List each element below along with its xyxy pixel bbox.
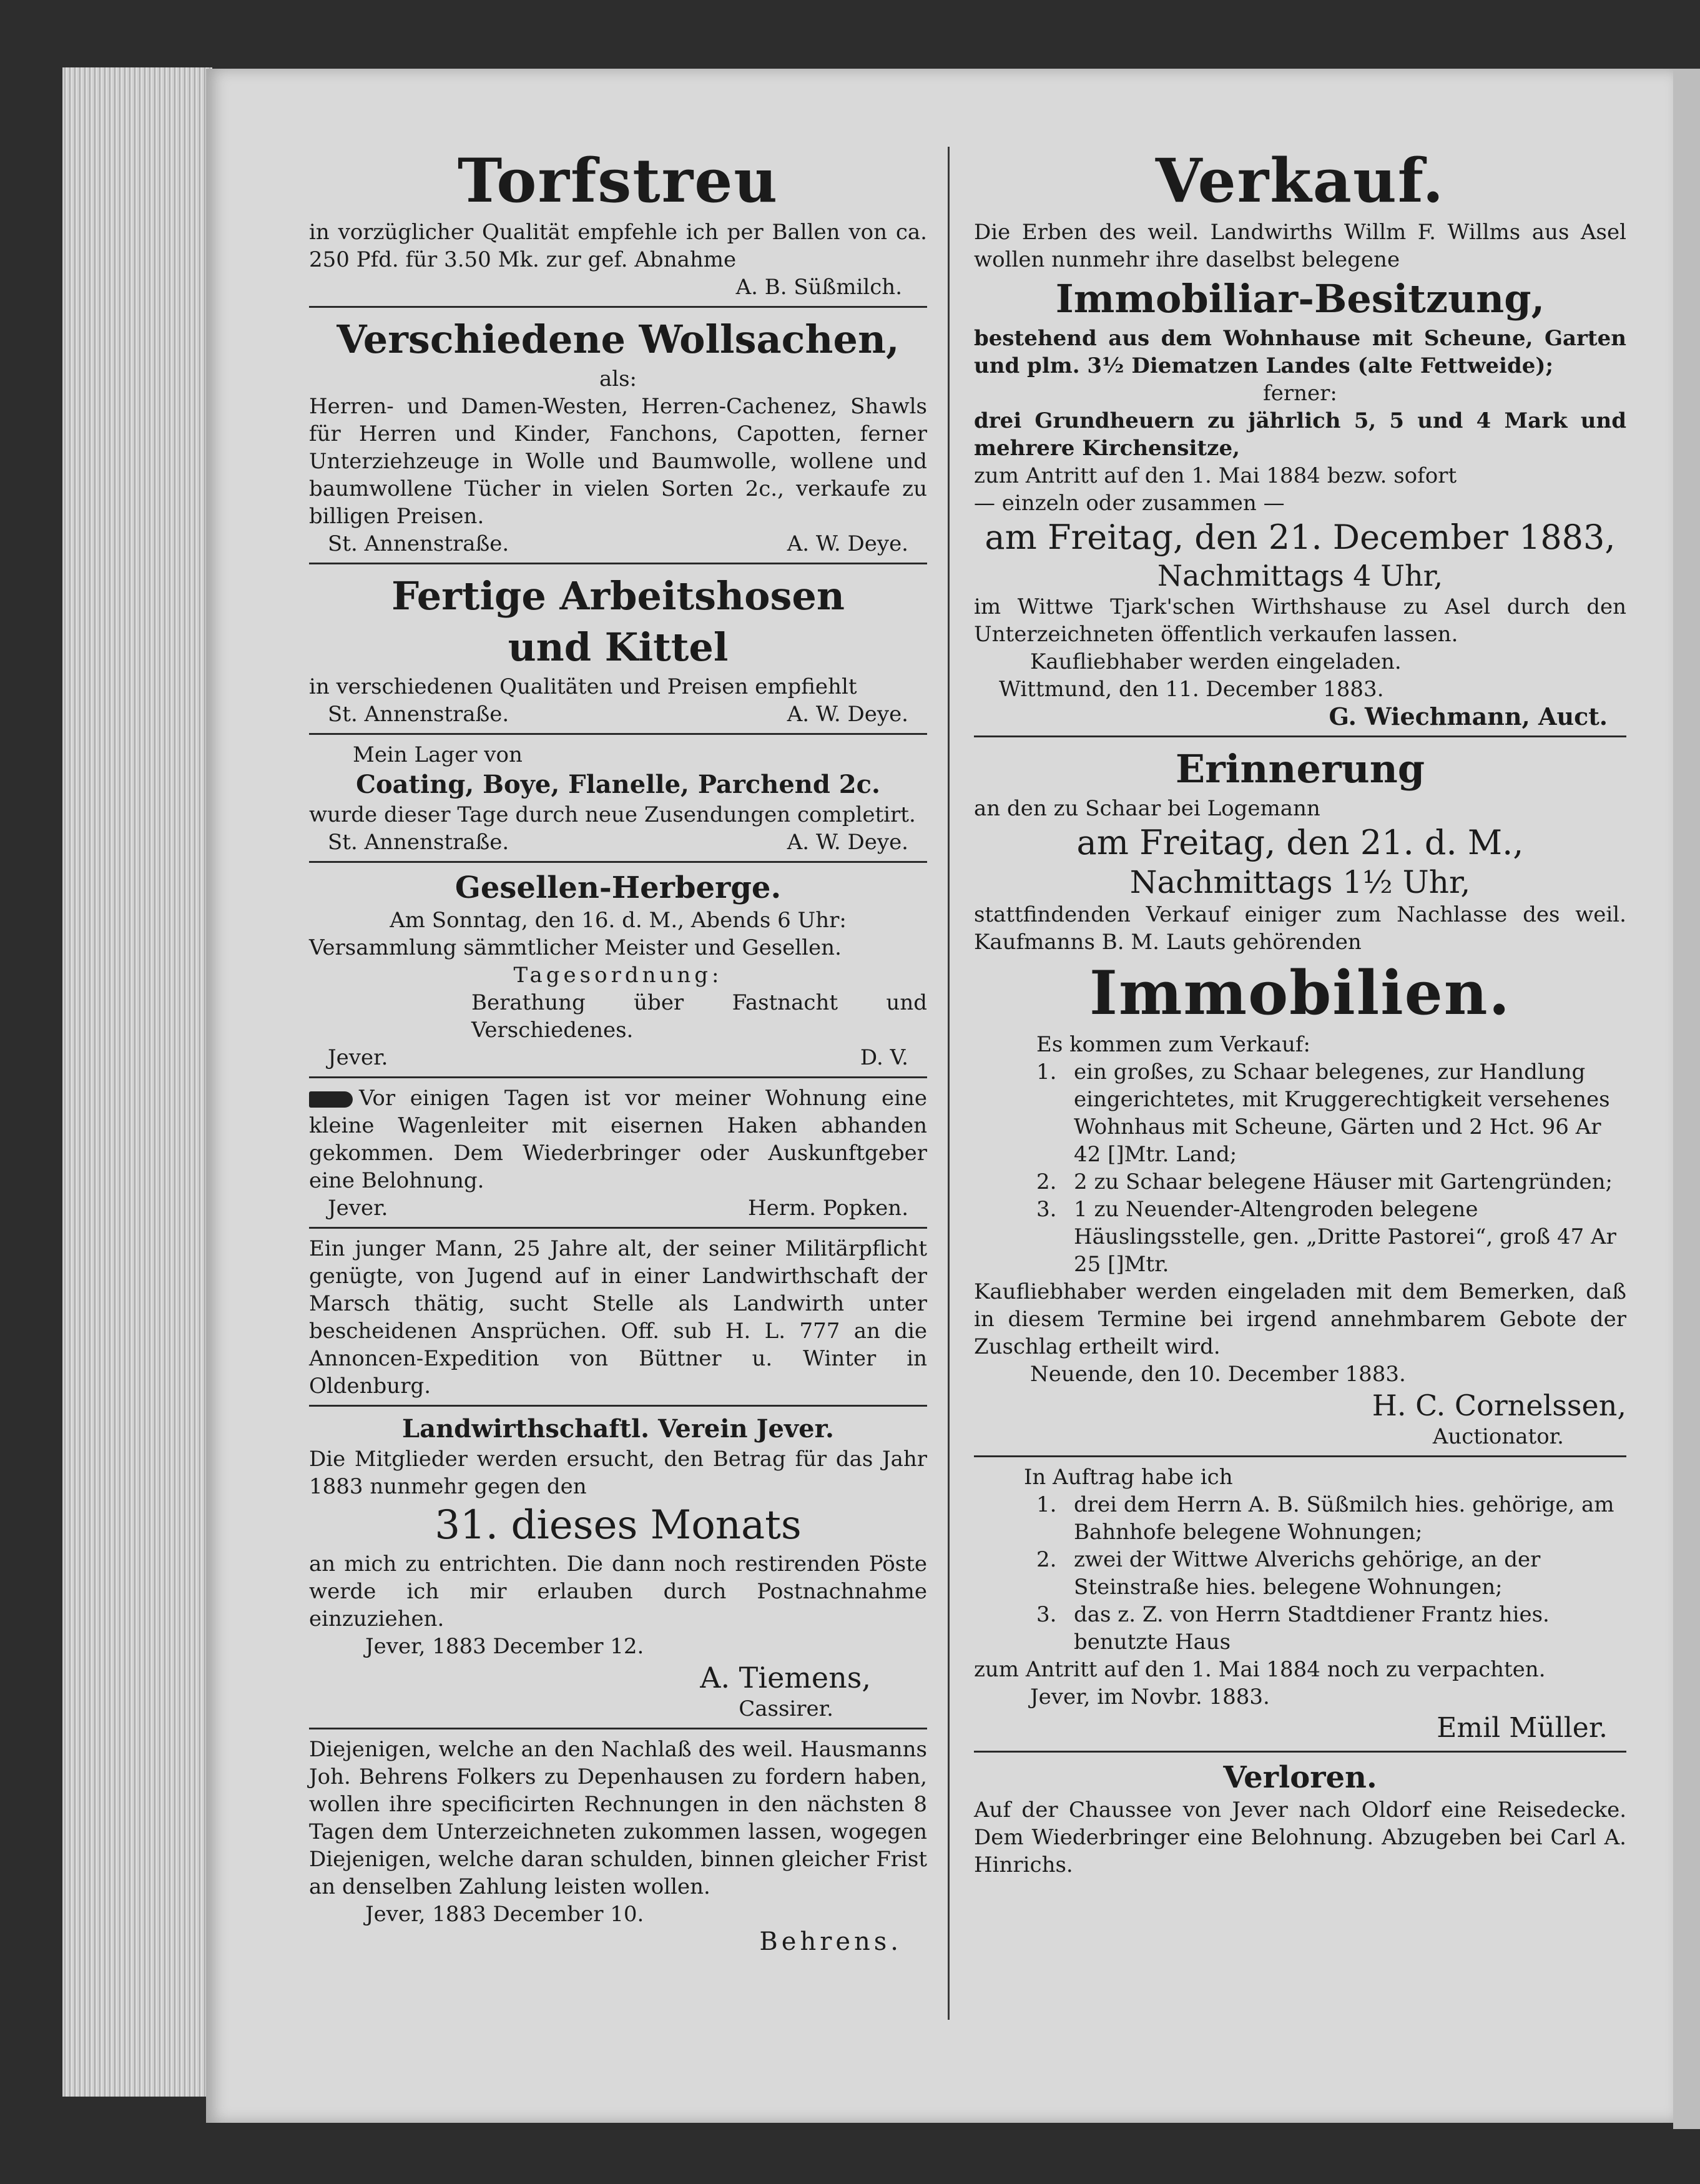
- list-number: 2.: [1036, 1169, 1057, 1194]
- ad-title: Landwirthschaftl. Verein Jever.: [402, 1414, 834, 1444]
- ad-agenda-label: Tagesordnung:: [513, 963, 723, 988]
- ad-body: Diejenigen, welche an den Nachlaß des weil. Hausmanns Joh. Behrens Folkers zu Depenhausen zu fordern haben, wollen ihre specificirten Rechnungen in den nächsten 8 Tagen dem Unterzeichneten zukommen lassen, wogegen Diejenigen, welche daran schulden, binnen gleicher Frist an denselben Zahlung leisten wollen.: [309, 1737, 927, 1899]
- ad-date: Neuende, den 10. December 1883.: [1030, 1362, 1406, 1387]
- ad-body: in vorzüglicher Qualität empfehle ich per Ballen von ca. 250 Pfd. für 3.50 Mk. zur gef. Abnahme: [309, 220, 927, 272]
- list-number: 3.: [1036, 1602, 1057, 1627]
- ad-verloren: [974, 1759, 1626, 1879]
- ad-body: stattfindenden Verkauf einiger zum Nachlasse des weil. Kaufmanns B. M. Lauts gehörenden: [974, 902, 1626, 955]
- ad-role: Cassirer.: [739, 1696, 833, 1721]
- ad-torfstreu: [309, 144, 927, 301]
- list-item: [1036, 1491, 1626, 1546]
- ad-subtitle: als:: [599, 366, 637, 391]
- ad-date: Jever, 1883 December 12.: [365, 1634, 644, 1659]
- ad-title: Torfstreu: [457, 145, 779, 216]
- ad-highlight: Immobilien.: [1089, 958, 1511, 1028]
- ad-body: Herren- und Damen-Westen, Herren-Cachenez, Shawls für Herren und Kinder, Fanchons, Capotten, ferner Unterziehzeuge in Wolle und Baumwolle, wollene und baumwollene Tücher in vielen Sorten 2c., verkaufe zu billigen Preisen.: [309, 394, 927, 529]
- column-divider: [948, 147, 950, 2020]
- ad-body: In Auftrag habe ich: [1024, 1465, 1233, 1490]
- ad-body: — einzeln oder zusammen —: [974, 491, 1285, 516]
- ad-signature: [309, 829, 927, 856]
- ad-signature: [309, 1194, 927, 1222]
- ad-body: Mein Lager von: [353, 742, 523, 767]
- ad-signer: A. Tiemens,: [700, 1661, 871, 1695]
- ad-signer: Behrens.: [759, 1927, 902, 1956]
- ad-junger-mann: [309, 1235, 927, 1400]
- ad-date: Jever, im Novbr. 1883.: [1030, 1685, 1270, 1709]
- pointing-hand-icon: [309, 1091, 353, 1108]
- ad-body: zum Antritt auf den 1. Mai 1884 bezw. sofort: [974, 463, 1457, 488]
- ad-body: Kaufliebhaber werden eingeladen.: [1030, 649, 1402, 674]
- ad-role: Auctionator.: [1432, 1424, 1564, 1449]
- ad-place: Jever.: [328, 1196, 388, 1221]
- divider: [309, 1227, 927, 1229]
- left-column: [309, 144, 927, 1955]
- divider: [309, 1728, 927, 1729]
- ad-body: an mich zu entrichten. Die dann noch restirenden Pöste werde ich mir erlauben durch Postnachnahme einzuziehen.: [309, 1552, 927, 1631]
- ad-body: wurde dieser Tage durch neue Zusendungen completirt.: [309, 802, 916, 827]
- ad-title: Fertige Arbeitshosen: [391, 573, 845, 619]
- divider: [309, 1405, 927, 1407]
- divider: [309, 861, 927, 863]
- divider: [974, 1751, 1626, 1753]
- ad-body: bestehend aus dem Wohnhause mit Scheune, Garten und plm. 3½ Diematzen Landes (alte Fettweide);: [974, 326, 1626, 378]
- ad-title: Verloren.: [1223, 1760, 1377, 1795]
- ad-body: Kaufliebhaber werden eingeladen mit dem Bemerken, daß in diesem Termine bei irgend annehmbarem Gebote der Zuschlag ertheilt wird.: [974, 1279, 1626, 1359]
- ad-title: Verschiedene Wollsachen,: [337, 317, 900, 362]
- list-text: ein großes, zu Schaar belegenes, zur Handlung eingerichtetes, mit Kruggerechtigkeit versehenes Wohnhaus mit Scheune, Gärten und 2 Hct. 96 Ar 42 []Mtr. Land;: [1074, 1060, 1610, 1167]
- list-item: [1036, 1546, 1626, 1601]
- ad-signature: [309, 530, 927, 558]
- ad-auftrag: [974, 1463, 1626, 1746]
- ad-date: Jever, 1883 December 10.: [365, 1902, 644, 1927]
- ad-place: St. Annenstraße.: [328, 531, 509, 556]
- list-text: 1 zu Neuender-Altengroden belegene Häuslingsstelle, gen. „Dritte Pastorei“, groß 47 Ar 25 []Mtr.: [1074, 1197, 1616, 1277]
- ad-signature: [309, 701, 927, 728]
- ad-body: an den zu Schaar bei Logemann: [974, 796, 1320, 821]
- ad-body: Ein junger Mann, 25 Jahre alt, der seiner Militärpflicht genügte, von Jugend auf in einer Landwirthschaft der Marsch thätig, sucht Stelle als Landwirth unter bescheidenen Ansprüchen. Off. sub H. L. 777 an die Annoncen-Expedition von Büttner u. Winter in Oldenburg.: [309, 1236, 927, 1399]
- ad-title: Gesellen-Herberge.: [454, 870, 782, 905]
- ad-date-line: am Freitag, den 21. d. M.,: [1076, 823, 1524, 862]
- ad-body: Versammlung sämmtlicher Meister und Gesellen.: [309, 935, 842, 960]
- ad-body: Am Sonntag, den 16. d. M., Abends 6 Uhr:: [390, 908, 847, 933]
- ad-signer: A. W. Deye.: [787, 531, 908, 556]
- ad-signer: A. W. Deye.: [787, 830, 908, 855]
- ad-signature: [309, 1044, 927, 1071]
- ad-signer: Herm. Popken.: [747, 1196, 908, 1221]
- ad-title: Verkauf.: [1155, 145, 1445, 216]
- divider: [309, 306, 927, 308]
- ad-title: und Kittel: [508, 624, 729, 670]
- list-number: 1.: [1036, 1492, 1057, 1517]
- divider: [309, 1076, 927, 1078]
- ad-signer: G. Wiechmann, Auct.: [1329, 702, 1608, 730]
- ad-verkauf: [974, 144, 1626, 730]
- ad-place: St. Annenstraße.: [328, 702, 509, 727]
- page-edges: [62, 67, 212, 2097]
- ad-wollsachen: [309, 314, 927, 558]
- ad-time-line: Nachmittags 1½ Uhr,: [1129, 864, 1471, 900]
- ad-subtitle: Immobiliar-Besitzung,: [1055, 276, 1545, 322]
- ad-title: Erinnerung: [1175, 746, 1425, 792]
- list-text: 2 zu Schaar belegene Häuser mit Gartengründen;: [1074, 1169, 1613, 1194]
- ad-arbeitshosen: [309, 571, 927, 728]
- list-item: [1036, 1058, 1626, 1168]
- ad-signer: H. C. Cornelssen,: [1372, 1389, 1626, 1422]
- ad-herberge: [309, 869, 927, 1071]
- ad-body: Es kommen zum Verkauf:: [1036, 1032, 1310, 1057]
- divider: [309, 733, 927, 735]
- ad-title: Coating, Boye, Flanelle, Parchend 2c.: [356, 770, 880, 799]
- list-text: zwei der Wittwe Alverichs gehörige, an der Steinstraße hies. belegene Wohnungen;: [1074, 1547, 1541, 1600]
- ad-place: Jever.: [328, 1045, 388, 1070]
- divider: [309, 563, 927, 564]
- ad-highlight: 31. dieses Monats: [435, 1502, 802, 1548]
- right-column: [974, 144, 1626, 1879]
- list-number: 2.: [1036, 1547, 1057, 1572]
- ad-body: Auf der Chaussee von Jever nach Oldorf eine Reisedecke. Dem Wiederbringer eine Belohnung. Abzugeben bei Carl A. Hinrichs.: [974, 1798, 1626, 1877]
- list-item: [1036, 1601, 1626, 1656]
- list-item: [1036, 1168, 1626, 1196]
- ad-list: [974, 1491, 1626, 1656]
- list-item: [1036, 1196, 1626, 1278]
- ad-body: in verschiedenen Qualitäten und Preisen empfiehlt: [309, 674, 857, 699]
- ad-body: Vor einigen Tagen ist vor meiner Wohnung eine kleine Wagenleiter mit eisernen Haken abhanden gekommen. Dem Wiederbringer oder Auskunftgeber eine Belohnung.: [309, 1086, 927, 1193]
- divider: [974, 735, 1626, 737]
- ad-nachlass: [309, 1736, 927, 1955]
- ad-signer: A. B. Süßmilch.: [735, 275, 902, 300]
- ad-body: Die Erben des weil. Landwirths Willm F. Willms aus Asel wollen nunmehr ihre daselbst belegene: [974, 220, 1626, 272]
- ad-body: Die Mitglieder werden ersucht, den Betrag für das Jahr 1883 nunmehr gegen den: [309, 1447, 927, 1499]
- ad-time-line: Nachmittags 4 Uhr,: [1157, 559, 1443, 593]
- ad-body: im Wittwe Tjark'schen Wirthshause zu Asel durch den Unterzeichneten öffentlich verkaufen lassen.: [974, 594, 1626, 647]
- divider: [974, 1455, 1626, 1457]
- ad-place: St. Annenstraße.: [328, 830, 509, 855]
- ad-lager: [309, 741, 927, 856]
- ad-date-line: am Freitag, den 21. December 1883,: [985, 518, 1616, 557]
- ad-body: zum Antritt auf den 1. Mai 1884 noch zu verpachten.: [974, 1657, 1546, 1682]
- ad-list: [974, 1058, 1626, 1278]
- ad-body: drei Grundheuern zu jährlich 5, 5 und 4 Mark und mehrere Kirchensitze,: [974, 408, 1626, 461]
- ad-signer: A. W. Deye.: [787, 702, 908, 727]
- ad-signer: D. V.: [860, 1045, 908, 1070]
- ad-body: ferner:: [1263, 381, 1337, 406]
- list-number: 1.: [1036, 1060, 1057, 1085]
- list-text: drei dem Herrn A. B. Süßmilch hies. gehörige, am Bahnhofe belegene Wohnungen;: [1074, 1492, 1614, 1545]
- ad-agenda: Berathung über Fastnacht und Verschiedenes.: [471, 990, 927, 1043]
- list-text: das z. Z. von Herrn Stadtdiener Frantz hies. benutzte Haus: [1074, 1602, 1550, 1655]
- ad-wagenleiter: [309, 1085, 927, 1222]
- list-number: 3.: [1036, 1197, 1057, 1222]
- ad-verein: [309, 1413, 927, 1723]
- next-page-edge: [1673, 69, 1700, 2129]
- ad-erinnerung: [974, 744, 1626, 1450]
- ad-signer: Emil Müller.: [1437, 1712, 1608, 1744]
- ad-date: Wittmund, den 11. December 1883.: [999, 677, 1384, 702]
